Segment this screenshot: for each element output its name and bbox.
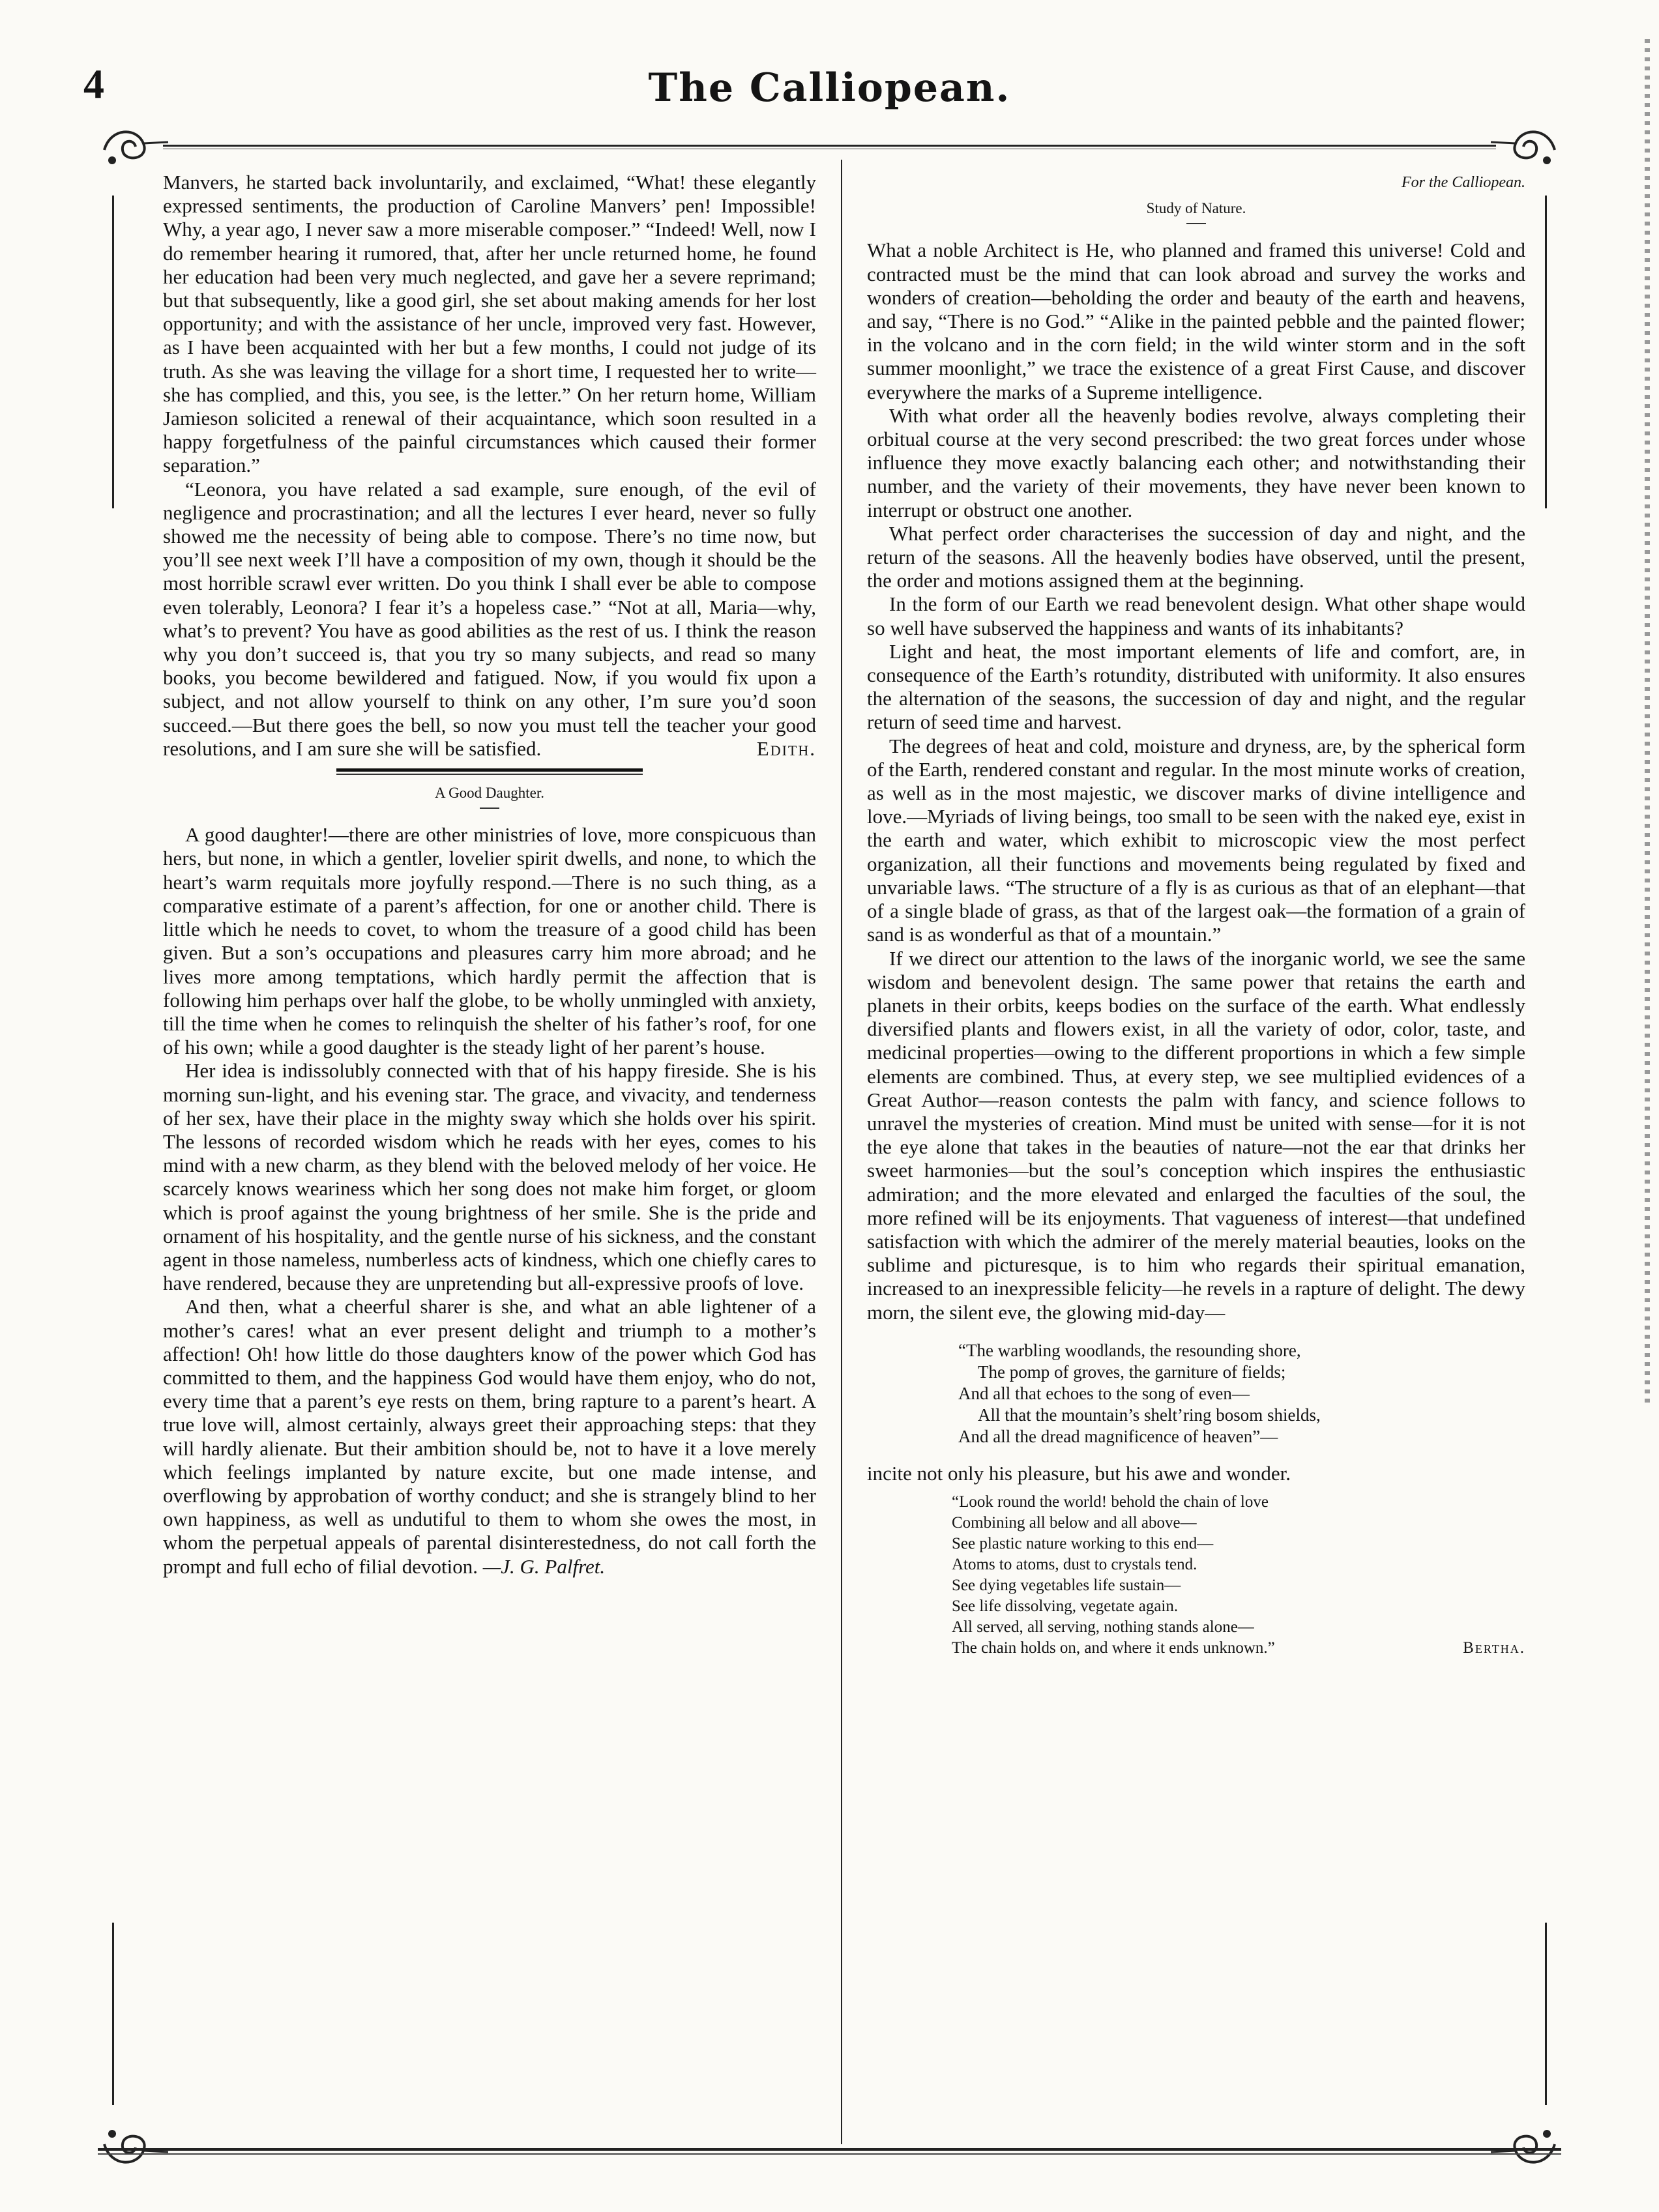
article-paragraph: With what order all the heavenly bodies revolve, always completing their orbitual course at the very second prescribed: the two great forces under whose influence they move exactly balancing each other; and notwithstanding their number, and the variety of their movements, they have never been known to interrupt or obstruct one another. xyxy=(867,403,1525,521)
article-title: A Good Daughter. xyxy=(163,781,816,809)
article-signature: Bertha. xyxy=(1463,1638,1525,1657)
left-column xyxy=(163,171,816,1579)
article-paragraph: The degrees of heat and cold, moisture and dryness, are, by the spherical form of the Earth, rendered constant and regular. In the most minute works of creation, as well as in the most majestic, we discover marks of divine intelligence and love.—Myriads of living beings, too small to be seen with the naked eye, exist in the earth and water, which exhibit to microscopic view the most perfect organization, all their functions and movements being regulated by fixed and unvariable laws. “The structure of a fly is as curious as that of an elephant—that of a single blade of grass, as that of the largest oak—the formation of a grain of sand is as wonderful as that of a mountain.” xyxy=(867,734,1525,946)
bottom-rule xyxy=(98,2148,1561,2155)
left-border-rule xyxy=(112,1923,114,2105)
article-paragraph: incite not only his pleasure, but his awe and wonder. xyxy=(867,1461,1291,1485)
article-title: Study of Nature. xyxy=(867,197,1525,224)
scroll-ornament-icon xyxy=(98,2118,169,2170)
left-border-rule xyxy=(112,196,114,508)
article-paragraph: A good daughter!—there are other ministries of love, more conspicuous than hers, but none, in which a gentler, lovelier spirit dwells, and none, to which the heart’s warm requitals more joyfully respond.—There is no such thing, as a comparative estimate of a parent’s affection, for one or another child. There is little which he needs to covet, to whom the treasure of a good child has been given. But a son’s occupations and pleasures carry him more abroad; and he lives more among temptations, which hardly permit the affection that is following him perhaps over half the globe, to be wholly unmingled with anxiety, till the time when he comes to relinquish the shelter of his father’s roof, for one of his own; while a good daughter is the steady light of her parent’s house. xyxy=(163,823,816,1059)
poem-line: Atoms to atoms, dust to crystals tend. xyxy=(952,1555,1197,1573)
article-paragraph: Her idea is indissolubly connected with that of his happy fireside. She is his morning sun-light, and his evening star. The grace, and vivacity, and tenderness of her sex, have their place in the mighty sway which she holds over his spirit. The lessons of recorded wisdom which he reads with her eyes, comes to his mind with a new charm, as they blend with the beloved melody of her voice. He scarcely knows weariness which her song does not make him forget, or gloom which is proof against the young brightness of her smile. She is the pride and ornament of his hospitality, and the gentle nurse of his sickness, and the constant agent in those nameless, numberless acts of kindness, which one chiefly cares to have rendered, because they are unpretending but all-expressive proofs of love. xyxy=(163,1059,816,1295)
poem-line: The chain holds on, and where it ends unknown.” Bertha. xyxy=(952,1638,1525,1659)
poem-line: Combining all below and all above— xyxy=(952,1513,1197,1532)
column-divider xyxy=(841,160,842,2144)
section-divider xyxy=(336,768,643,775)
article-paragraph: If we direct our attention to the laws of the inorganic world, we see the same wisdom and benevolent design. The same power that retains the earth and planets in their orbits, keeps bodies on the surface of the earth. What endlessly diversified plants and flowers exist, in all the variety of odor, color, taste, and medicinal properties—owing to the different proportions in which a few simple elements are combined. Thus, at every step, we see multiplied evidences of a Great Author—reason contests the palm with fancy, and science follows to unravel the mysteries of creation. Mind must be united with sense—for it is not the eye alone that takes in the beauties of nature—not the ear that drinks her sweet harmonies—but the soul’s conception which inspires the enthusiastic admiration; and the more elevated and enlarged the faculties of the soul, the more refined will be its enjoyments. That vagueness of interest—that undefined satisfaction with which the admirer of the merely material beauties, looks on the sublime and picturesque, is to him who regards their spiritual emanation, increased to an inexpressible felicity—he revels in a rapture of delight. The dewy morn, the silent eve, the glowing mid-day— xyxy=(867,946,1525,1324)
article-paragraph: And then, what a cheerful sharer is she, and what an able lightener of a mother’s cares! what an ever present delight and triumph to a mother’s affection! Oh! how little do those daughters know of the power which God has committed to them, and the happiness God would have them enjoy, who do not, every time that a parent’s eye rests on them, bring rapture to a parent’s heart. A true love will, almost certainly, always greet their approaching steps: that they will hardly alienate. But their ambition should be, not to have it a love merely which feelings implanted by nature excite, but one made intense, and overflowing by approbation of worthy conduct; and she is strangely blind to her own happiness, as well as undutiful to them to whom she owes the most, in whom the perpetual appeals of parental disinterestedness, do not call forth the prompt and full echo of filial devotion. —J. G. Palfret. xyxy=(163,1295,816,1578)
poem-line: See plastic nature working to this end— xyxy=(952,1534,1214,1552)
article-author: —J. G. Palfret. xyxy=(482,1554,606,1578)
story-signature: Edith. xyxy=(756,736,816,760)
poem-line: See dying vegetables life sustain— xyxy=(952,1576,1181,1594)
poem-line: All served, all serving, nothing stands alone— xyxy=(952,1618,1254,1636)
poem-line: “The warbling woodlands, the resounding shore, xyxy=(958,1340,1301,1360)
masthead-title: The Calliopean. xyxy=(648,65,1011,111)
right-border-rule xyxy=(1545,196,1547,508)
right-border-rule xyxy=(1545,1923,1547,2105)
poem-line: “Look round the world! behold the chain of love xyxy=(952,1492,1269,1511)
page-number: 4 xyxy=(83,61,104,107)
right-column xyxy=(867,171,1525,1659)
scroll-ornament-icon xyxy=(1490,124,1561,176)
scroll-ornament-icon xyxy=(98,124,169,176)
poem-quote xyxy=(958,1340,1525,1448)
poem-line: And all the dread magnificence of heaven”— xyxy=(958,1426,1278,1446)
poem-line: And all that echoes to the song of even— xyxy=(958,1383,1250,1403)
poem-line: See life dissolving, vegetate again. xyxy=(952,1597,1179,1615)
scroll-ornament-icon xyxy=(1490,2118,1561,2170)
article-paragraph: Light and heat, the most important elements of life and comfort, are, in consequence of the Earth’s rotundity, distributed with uniformity. It also ensures the alternation of the seasons, the succession of day and night, and the regular return of seed time and harvest. xyxy=(867,639,1525,734)
article-paragraph: In the form of our Earth we read benevolent design. What other shape would so well have subserved the happiness and wants of its inhabitants? xyxy=(867,592,1525,639)
story-paragraph: Manvers, he started back involuntarily, and exclaimed, “What! these elegantly expressed sentiments, the production of Caroline Manvers’ pen! Impossible! Why, a year ago, I never saw a more miserable composer.” “Indeed! Well, now I do remember hearing it rumored, that, after her uncle returned home, he found her education had been very much neglected, and gave her a severe reprimand; but that subsequently, like a good girl, she set about making amends for her lost opportunity; and with the assistance of her uncle, improved very fast. However, as I have been acquainted with her but a few months, I could not judge of its truth. As she was leaving the village for a short time, I requested her to write—she has complied, and this, you see, is the letter.” On her return home, William Jamieson solicited a renewal of their acquaintance, which soon resulted in a happy forgetfulness of the painful circumstances which caused their former separation.” xyxy=(163,171,816,477)
poem-line: The pomp of groves, the garniture of fields; xyxy=(978,1361,1286,1382)
scan-edge-mark xyxy=(1645,39,1650,1408)
top-rule xyxy=(163,145,1496,149)
article-paragraph: What a noble Architect is He, who planned and framed this universe! Cold and contracted must be the mind that can look abroad and survey the works and wonders of creation—beholding the order and beauty of the earth and heavens, and say, “There is no God.” “Alike in the painted pebble and the painted flower; in the volcano and in the corn field; in the wild winter storm and in the soft summer moonlight,” we trace the existence of a great First Cause, and discover everywhere the marks of a Supreme intelligence. xyxy=(867,239,1525,403)
story-paragraph: “Leonora, you have related a sad example, sure enough, of the evil of negligence and procrastination; and all the lectures I ever heard, never so fully showed me the necessity of being able to compose. There’s no time now, but you’ll see next week I’ll have a composition of my own, though it should be the most horrible scrawl ever written. Do you think I shall ever be able to compose even tolerably, Leonora? I fear it’s a hopeless case.” “Not at all, Maria—why, what’s to prevent? You have as good abilities as the rest of us. I think the reason why you don’t succeed is, that you try so many subjects, and read so many books, you become bewildered and fatigued. Now, if you would fix upon a subject, and not allow yourself to think on any other, I’m sure you’d soon succeed.—But there goes the bell, so now you must tell the teacher your good resolutions, and I am sure she will be satisfied. Edith. xyxy=(163,477,816,760)
poem-quote xyxy=(952,1492,1525,1659)
article-paragraph: What perfect order characterises the succession of day and night, and the return of the seasons. All the heavenly bodies have observed, until the present, the order and motions assigned them at the beginning. xyxy=(867,521,1525,592)
poem-line: All that the mountain’s shelt’ring bosom shields, xyxy=(978,1404,1321,1425)
byline: For the Calliopean. xyxy=(1402,174,1525,191)
